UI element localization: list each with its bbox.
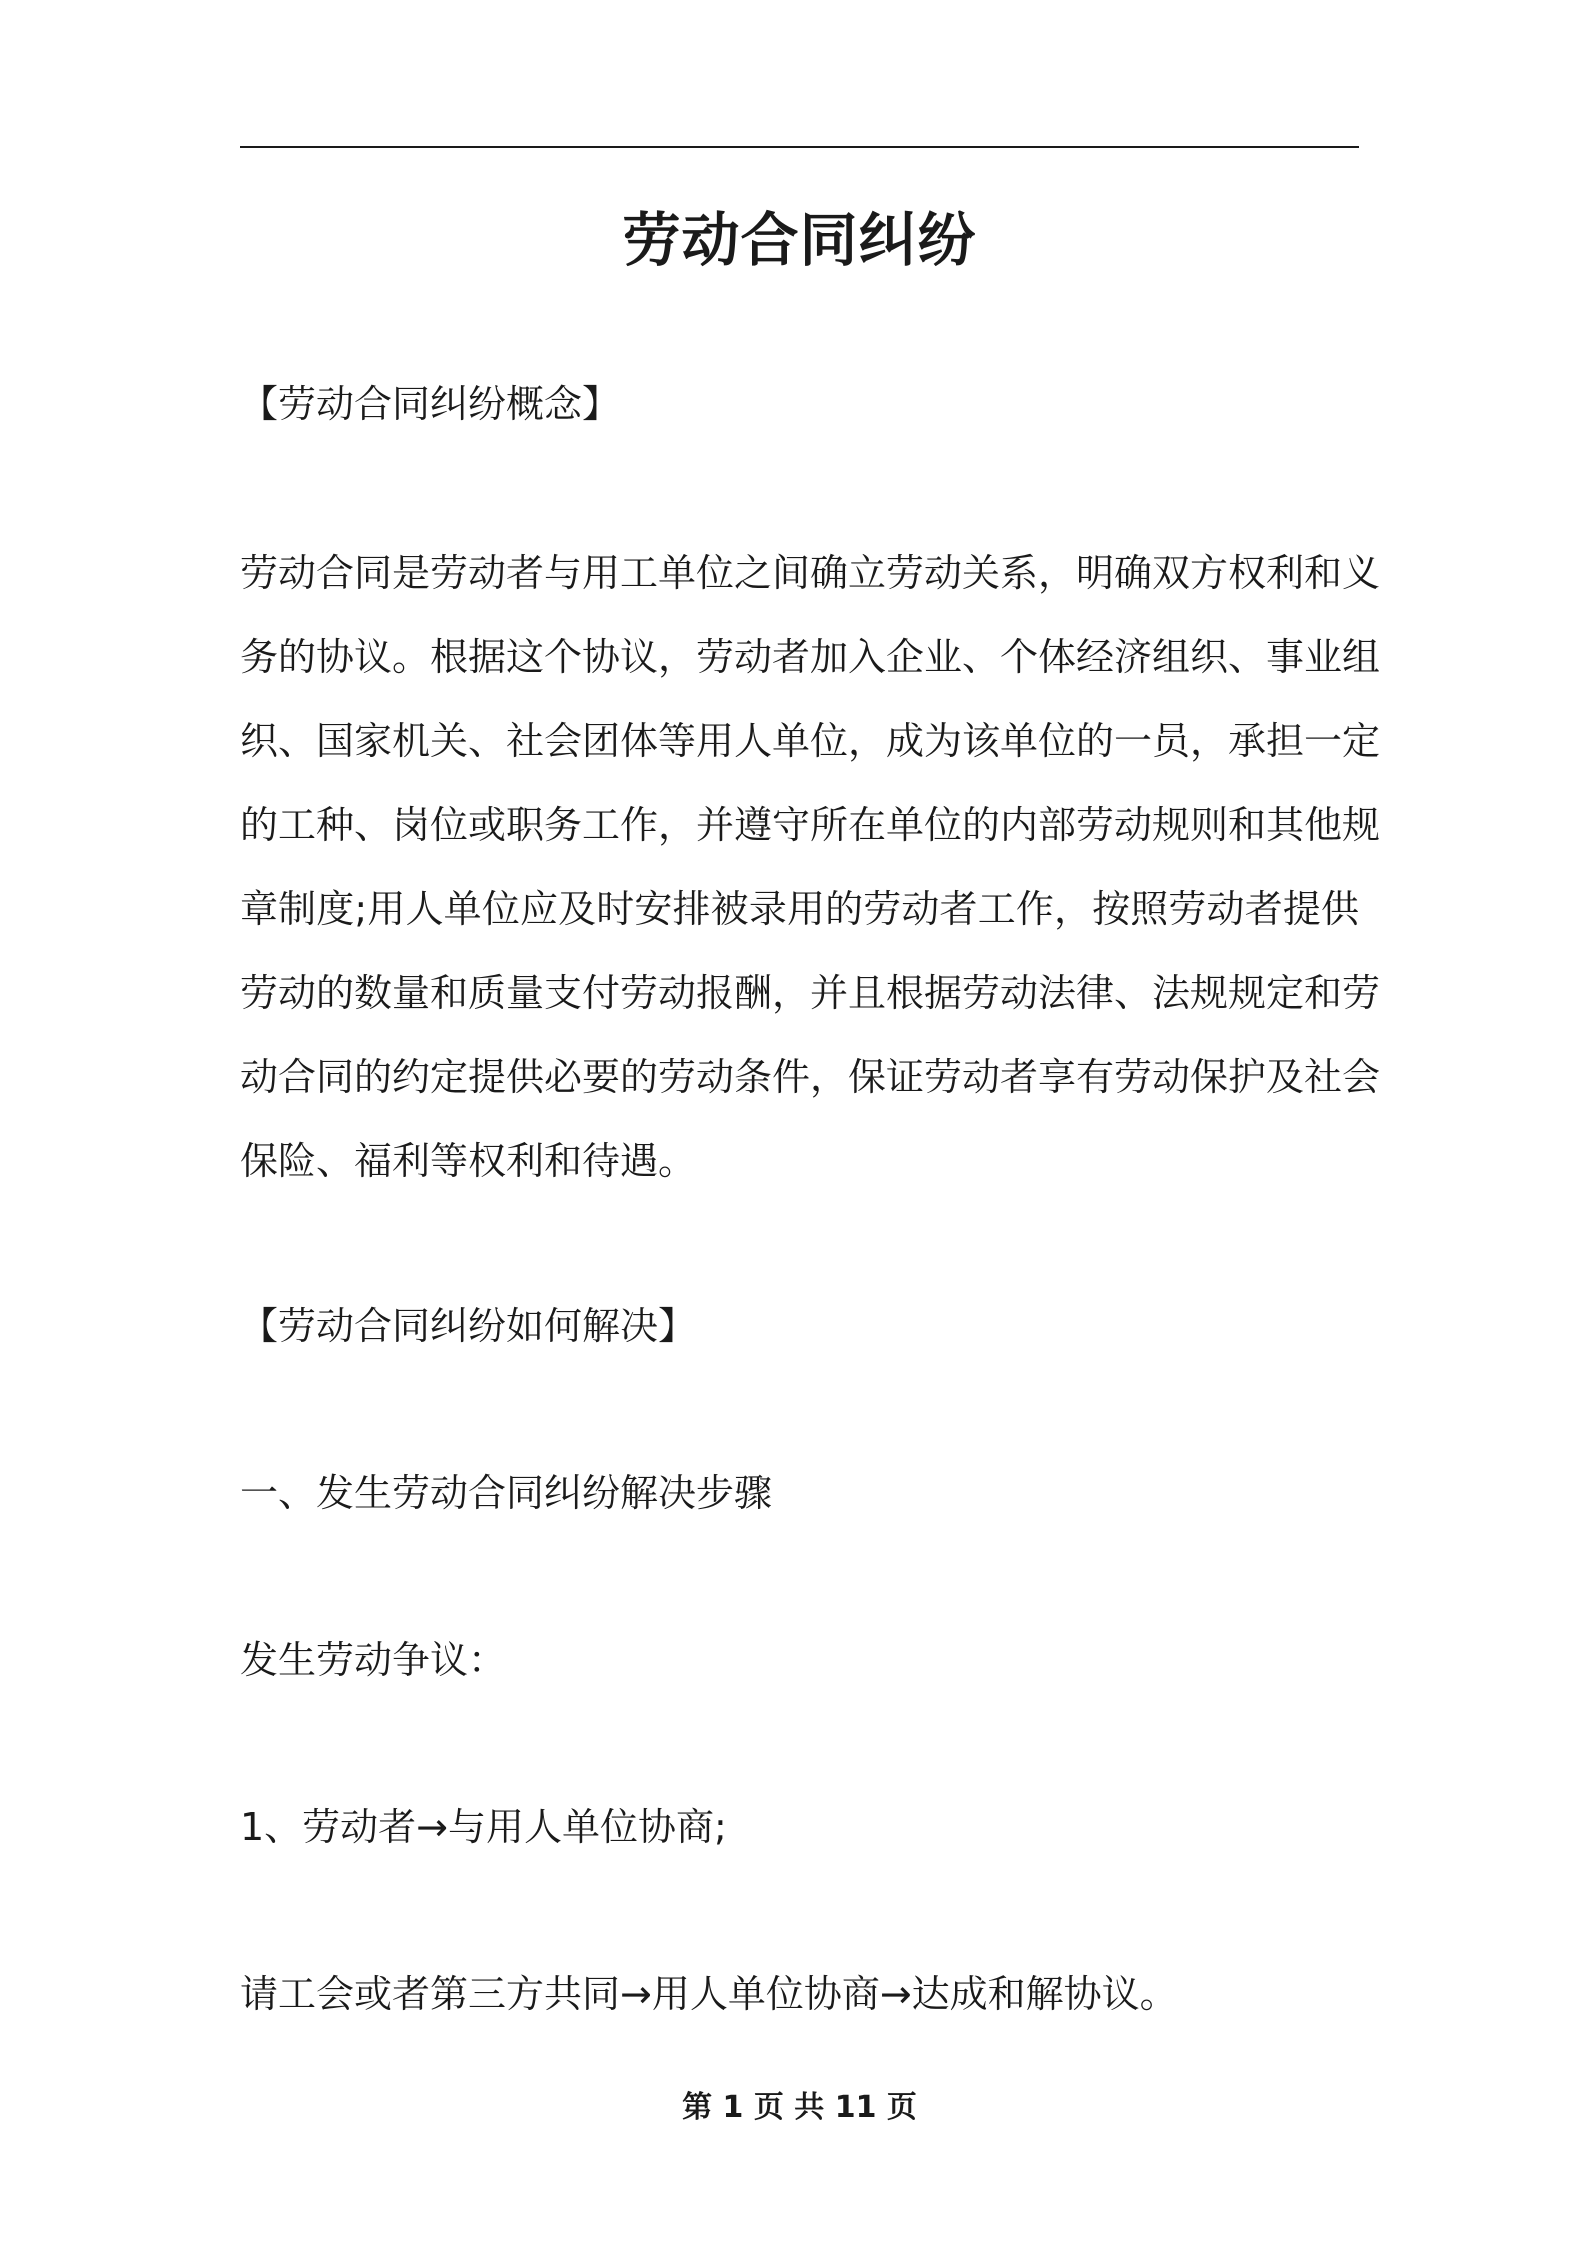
paragraph-line: 的工种、岗位或职务工作，并遵守所在单位的内部劳动规则和其他规 [240, 803, 1381, 847]
paragraph-line: 劳动合同是劳动者与用工单位之间确立劳动关系，明确双方权利和义 [240, 551, 1381, 595]
step-1-detail: 请工会或者第三方共同→用人单位协商→达成和解协议。 [240, 1972, 1178, 2016]
resolve-heading: 【劳动合同纠纷如何解决】 [240, 1304, 697, 1348]
step-1: 1、劳动者→与用人单位协商; [240, 1805, 727, 1849]
paragraph-line: 章制度;用人单位应及时安排被录用的劳动者工作，按照劳动者提供 [240, 887, 1359, 931]
step-heading: 一、发生劳动合同纠纷解决步骤 [240, 1471, 773, 1515]
paragraph-line: 劳动的数量和质量支付劳动报酬，并且根据劳动法律、法规规定和劳 [240, 971, 1381, 1015]
paragraph-line: 织、国家机关、社会团体等用人单位，成为该单位的一员，承担一定 [240, 719, 1381, 763]
paragraph-line: 动合同的约定提供必要的劳动条件，保证劳动者享有劳动保护及社会 [240, 1055, 1381, 1099]
page-footer: 第 1 页 共 11 页 [682, 2090, 917, 2125]
paragraph-line: 保险、福利等权利和待遇。 [240, 1139, 697, 1183]
concept-paragraph [240, 545, 1381, 1217]
concept-heading: 【劳动合同纠纷概念】 [240, 382, 621, 426]
dispute-label: 发生劳动争议： [240, 1638, 507, 1682]
document-title: 劳动合同纠纷 [622, 206, 977, 274]
header-rule [240, 146, 1359, 148]
paragraph-line: 务的协议。根据这个协议，劳动者加入企业、个体经济组织、事业组 [240, 635, 1381, 679]
